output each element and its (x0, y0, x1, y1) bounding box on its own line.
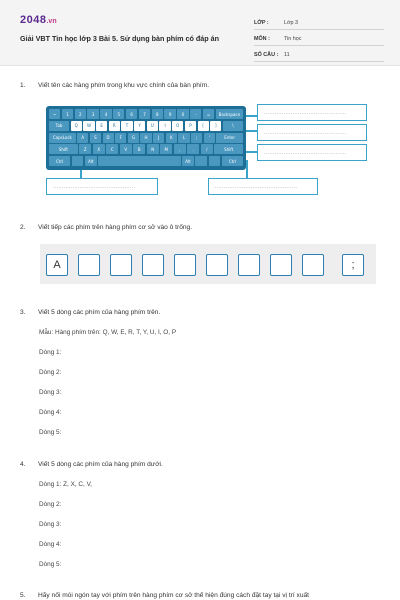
question-2 (20, 224, 380, 231)
keyboard-row-number (49, 109, 243, 119)
key: I (159, 121, 170, 131)
meta-key: LỚP : (254, 19, 269, 26)
key: V (120, 144, 132, 154)
key: ~ (49, 109, 60, 119)
key: 3 (87, 109, 98, 119)
key-shift: Shift (214, 144, 243, 154)
home-row-boxes (40, 244, 376, 284)
meta-value: Tin học (284, 35, 302, 42)
key: L (178, 133, 189, 143)
key: O (172, 121, 183, 131)
question-text: Viết 5 dòng các phím của hàng phím dưới. (38, 461, 163, 468)
question-text: Hãy nối mỗi ngón tay với phím trên hàng phím cơ sở thể hiện đúng cách đặt tay tại vị trí xuất (38, 592, 310, 599)
key: 4 (100, 109, 111, 119)
key: 9 (164, 109, 175, 119)
key: M (160, 144, 172, 154)
key: E (96, 121, 107, 131)
question-1 (20, 82, 380, 89)
key (209, 156, 221, 166)
key: 7 (139, 109, 150, 119)
answer-line[interactable]: Dòng 5: (39, 429, 62, 436)
question-4 (20, 461, 380, 468)
page-header (0, 0, 400, 66)
keyboard-row-bottom (49, 144, 243, 154)
key-tab: Tab (49, 121, 69, 131)
meta-row-count (254, 48, 384, 62)
key-ctrl: Ctrl (49, 156, 70, 166)
meta-value: Lớp 3 (284, 19, 299, 26)
meta-row-subject (254, 32, 384, 46)
key-box-empty[interactable] (270, 254, 292, 276)
key: = (203, 109, 214, 119)
keyboard-row-space (49, 156, 243, 166)
key: ; (191, 133, 202, 143)
key-alt: Alt (182, 156, 194, 166)
key-alt: Alt (85, 156, 97, 166)
key: / (201, 144, 213, 154)
key: W (83, 121, 94, 131)
key: D (103, 133, 114, 143)
key-shift: Shift (49, 144, 78, 154)
answer-line[interactable]: Dòng 5: (39, 561, 62, 568)
key: J (153, 133, 164, 143)
keyboard-row-top (49, 121, 243, 131)
key: U (147, 121, 158, 131)
answer-box-bottom-row[interactable]: .............................................. (46, 178, 158, 195)
key: H (140, 133, 151, 143)
key: 2 (75, 109, 86, 119)
key-capslock: CapsLock (49, 133, 76, 143)
key: P (185, 121, 196, 131)
key: K (166, 133, 177, 143)
question-3 (20, 309, 380, 316)
question-number: 3. (20, 309, 26, 316)
answer-box-space-row[interactable]: .............................................. (208, 178, 318, 195)
answer-line[interactable]: Dòng 2: (39, 501, 62, 508)
question-text: Viết tiếp các phím trên hàng phím cơ sở vào ô trống. (38, 224, 193, 231)
key: T (121, 121, 132, 131)
key-box-empty[interactable] (238, 254, 260, 276)
key: Y (134, 121, 145, 131)
key-box-empty[interactable] (110, 254, 132, 276)
key: 8 (152, 109, 163, 119)
key: X (93, 144, 105, 154)
key: N (147, 144, 159, 154)
key-box-empty[interactable] (206, 254, 228, 276)
key: R (109, 121, 120, 131)
question-number: 4. (20, 461, 26, 468)
key: B (133, 144, 145, 154)
key: 1 (62, 109, 73, 119)
key: \ (223, 121, 243, 131)
answer-line[interactable]: Dòng 2: (39, 369, 62, 376)
answer-box-number-row[interactable]: .............................................. (257, 104, 367, 121)
key-backspace: Backspace (216, 109, 243, 119)
key: [ (198, 121, 209, 131)
key: , (174, 144, 186, 154)
meta-row-class (254, 16, 384, 30)
key: ' (204, 133, 215, 143)
question-number: 1. (20, 82, 26, 89)
key-box-empty[interactable] (302, 254, 324, 276)
question-number: 5. (20, 592, 26, 599)
key: 5 (113, 109, 124, 119)
answer-box-home-row[interactable]: .............................................. (257, 144, 367, 161)
meta-key: SỐ CÂU : (254, 51, 279, 58)
key (72, 156, 84, 166)
key-box-empty[interactable] (142, 254, 164, 276)
key: C (106, 144, 118, 154)
question-text: Viết tên các hàng phím trong khu vực chính của bàn phím. (38, 82, 210, 89)
key-box-empty[interactable] (174, 254, 196, 276)
keyboard-row-home (49, 133, 243, 143)
key: A (77, 133, 88, 143)
key: - (190, 109, 201, 119)
meta-info (254, 16, 384, 64)
answer-line[interactable]: Dòng 4: (39, 541, 62, 548)
connector-line (246, 160, 248, 178)
key: G (128, 133, 139, 143)
key: Q (71, 121, 82, 131)
question-text: Viết 5 dòng các phím của hàng phím trên. (38, 309, 161, 316)
answer-line[interactable]: Dòng 1: (39, 349, 62, 356)
key-ctrl: Ctrl (222, 156, 243, 166)
page-title: Giải VBT Tin học lớp 3 Bài 5. Sử dụng bàn phím có đáp án (20, 34, 220, 43)
key-box-last: ; (342, 254, 364, 276)
key: Z (79, 144, 91, 154)
answer-box-top-row[interactable]: .............................................. (257, 124, 367, 141)
answer-line[interactable]: Dòng 4: (39, 409, 62, 416)
logo-number: 2048 (20, 14, 47, 26)
answer-line[interactable]: Dòng 1: Z, X, C, V, (39, 481, 93, 488)
key: F (115, 133, 126, 143)
connector-line (80, 170, 82, 178)
question-5 (20, 592, 390, 599)
key: ] (210, 121, 221, 131)
answer-line[interactable]: Dòng 3: (39, 389, 62, 396)
logo-suffix: .vn (46, 18, 57, 25)
key (195, 156, 207, 166)
key: S (90, 133, 101, 143)
answer-line[interactable]: Dòng 3: (39, 521, 62, 528)
key: 6 (126, 109, 137, 119)
keyboard-image (46, 106, 246, 170)
key-enter: Enter (216, 133, 243, 143)
key-box-empty[interactable] (78, 254, 100, 276)
site-logo[interactable] (20, 14, 57, 26)
key-box-first: A (46, 254, 68, 276)
key-space (98, 156, 180, 166)
question-number: 2. (20, 224, 26, 231)
sample-line: Mẫu: Hàng phím trên: Q, W, E, R, T, Y, U, I, O, P (39, 329, 177, 336)
key: . (187, 144, 199, 154)
meta-value: 11 (284, 51, 290, 58)
key: 0 (177, 109, 188, 119)
meta-key: MÔN : (254, 35, 270, 42)
